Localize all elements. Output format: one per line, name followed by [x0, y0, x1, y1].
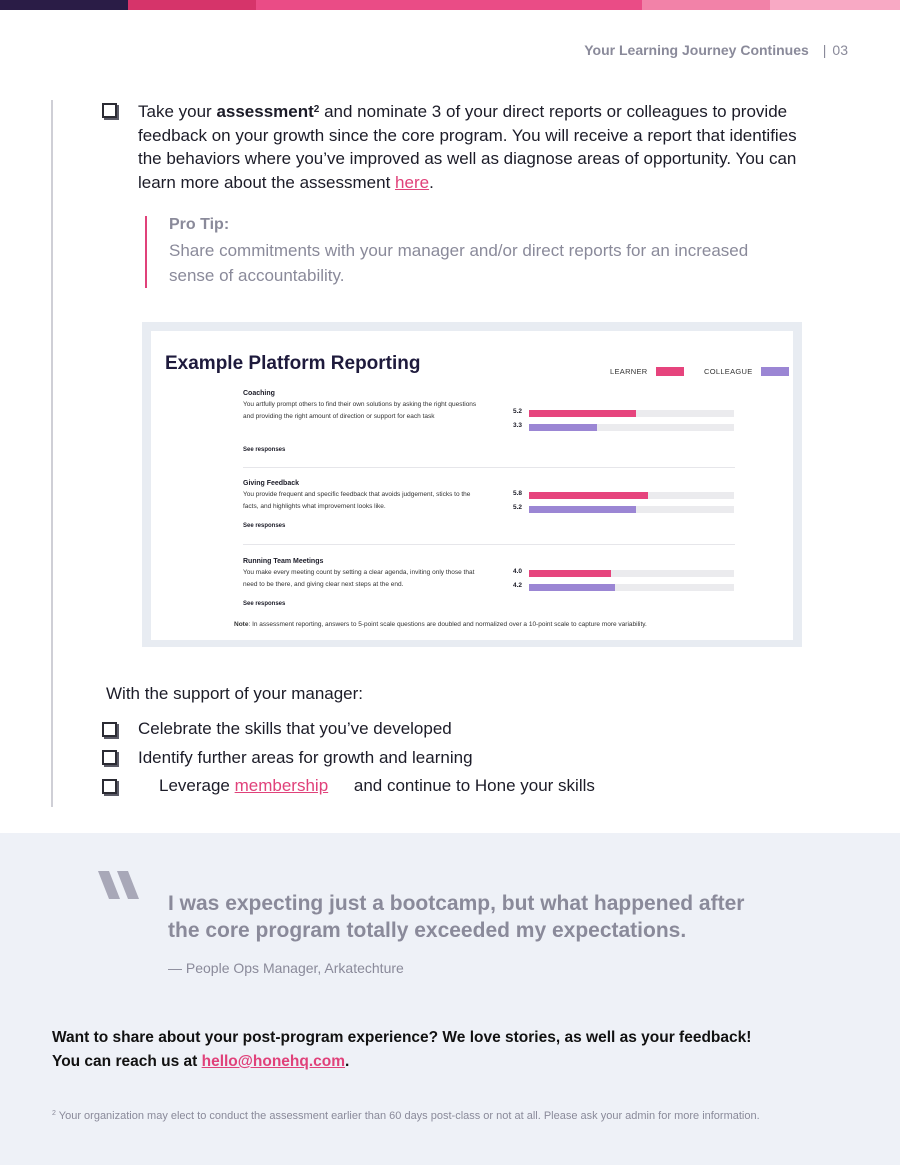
learner-bar [529, 570, 611, 577]
see-responses-link[interactable]: See responses [243, 523, 286, 529]
learner-value: 5.2 [513, 408, 523, 415]
report-title: Example Platform Reporting [165, 353, 421, 374]
list-item-text: Identify further areas for growth and learning [138, 747, 473, 767]
learner-bar [529, 410, 636, 417]
header-title: Your Learning Journey Continues [584, 42, 809, 58]
section-divider [243, 467, 735, 468]
colleague-swatch [761, 367, 789, 376]
list-item [102, 744, 595, 773]
support-list [102, 715, 595, 801]
section-name: Running Team Meetings [243, 558, 324, 565]
page-number: 03 [832, 42, 848, 58]
assessment-link[interactable]: here [395, 172, 430, 192]
pro-tip [145, 216, 769, 288]
page-header [584, 42, 848, 58]
colleague-bar [529, 424, 597, 431]
section-name: Giving Feedback [243, 480, 300, 487]
see-responses-link[interactable]: See responses [243, 601, 286, 607]
left-rule [51, 100, 53, 807]
list-item-text: Celebrate the skills that you’ve developed [138, 719, 452, 739]
learner-bar [529, 492, 648, 499]
see-responses-link[interactable]: See responses [243, 447, 286, 453]
report-note: Note: In assessment reporting, answers to 5-point scale questions are doubled and normalized over a 10-point scale to capture more variability. [234, 621, 647, 628]
report-section-meetings [243, 558, 735, 618]
section-divider [243, 544, 735, 545]
membership-link[interactable]: membership [234, 776, 329, 796]
report-section-coaching [243, 390, 735, 460]
checkbox[interactable] [102, 779, 117, 794]
section-desc: You provide frequent and specific feedback that avoids judgement, sticks to the facts, and highlights what improvement looks like. [243, 491, 471, 510]
testimonial-quote: I was expecting just a bootcamp, but what happened after the core program totally exceeded my expectations. [168, 892, 745, 942]
section-desc: You make every meeting count by setting a clear agenda, inviting only those that need to be there, and giving clear next steps at the end. [243, 569, 475, 588]
checkbox[interactable] [102, 750, 117, 765]
learner-value: 5.8 [513, 490, 523, 497]
list-item [102, 772, 595, 801]
assessment-text: Take your assessment$^2$ and nominate 3 of your direct reports or colleagues to provide feedback on your growth since the core program. You will receive a report that identifies the behaviors where you’ve improved as well as diagnose areas of opportunity. You can learn more about the assessment here. [138, 102, 797, 192]
testimonial-footer-panel [0, 833, 900, 1165]
testimonial-attribution: — People Ops Manager, Arkatechture [168, 960, 404, 976]
pro-tip-label: Pro Tip: [169, 216, 230, 233]
checkbox[interactable] [102, 103, 117, 118]
learner-swatch [656, 367, 684, 376]
support-heading: With the support of your manager: [106, 684, 364, 703]
colleague-bar [529, 506, 636, 513]
share-callout: Want to share about your post-program experience? We love stories, as well as your feedback! You can reach us at hello@honehq.com. [52, 1029, 752, 1070]
colleague-value: 5.2 [513, 504, 523, 511]
colleague-value: 3.3 [513, 422, 523, 429]
section-desc: You artfully prompt others to find their own solutions by asking the right questions and providing the right amount of direction or support for each task [243, 401, 477, 420]
assessment-task [102, 100, 822, 194]
report-section-feedback [243, 480, 735, 540]
legend-colleague: COLLEAGUE [704, 367, 789, 376]
quote-mark-icon [98, 869, 142, 901]
learner-value: 4.0 [513, 568, 523, 575]
section-name: Coaching [243, 390, 275, 397]
list-item-text: Leverage membership and continue to Hone your skills [159, 776, 595, 796]
footnote: $^2$ Your organization may elect to conduct the assessment earlier than 60 days post-class or not at all. Please ask your admin for more information. [52, 1110, 760, 1122]
report-figure [142, 322, 802, 647]
top-color-bar [0, 0, 900, 10]
colleague-value: 4.2 [513, 582, 523, 589]
list-item [102, 715, 595, 744]
legend-learner: LEARNER [610, 367, 684, 376]
report-card [151, 331, 793, 640]
email-link[interactable]: hello@honehq.com [201, 1053, 346, 1070]
colleague-bar [529, 584, 615, 591]
header-separator: | [822, 42, 827, 58]
checkbox[interactable] [102, 722, 117, 737]
pro-tip-text: Share commitments with your manager and/or direct reports for an increased sense of accountability. [169, 241, 749, 285]
